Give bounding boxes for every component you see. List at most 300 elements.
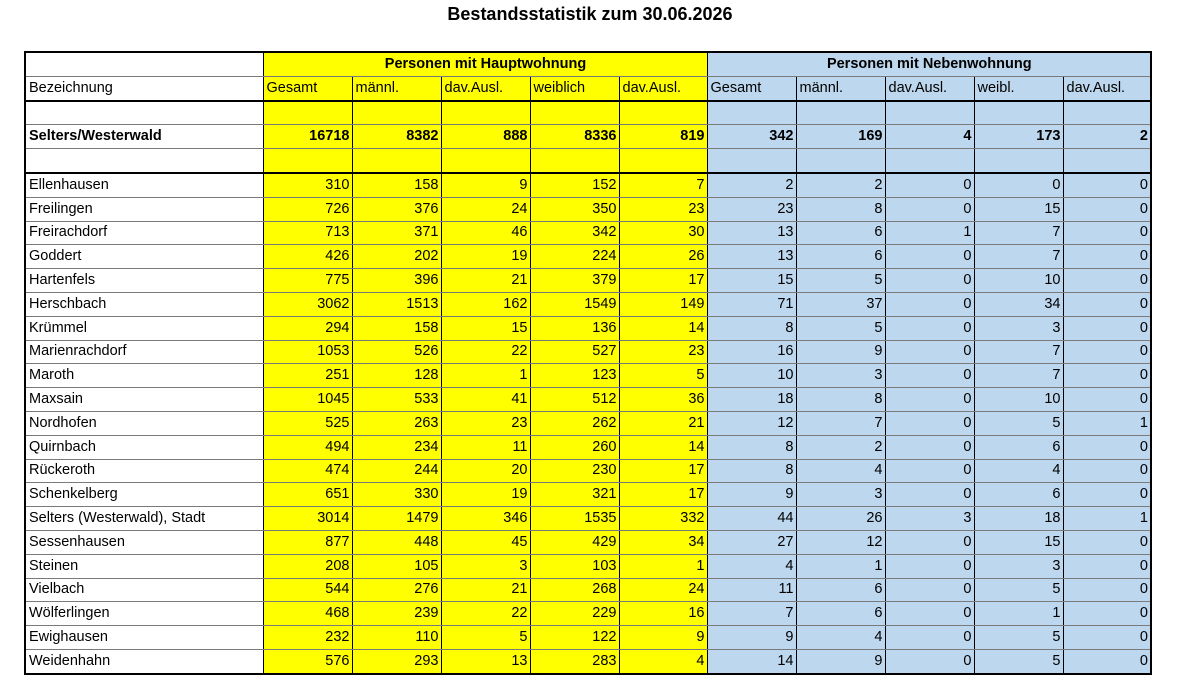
cell-value: 103 bbox=[530, 554, 619, 578]
cell-value: 0 bbox=[885, 459, 974, 483]
empty-cell bbox=[25, 101, 263, 125]
cell-value: 71 bbox=[707, 292, 796, 316]
cell-value: 1513 bbox=[352, 292, 441, 316]
table-row bbox=[25, 173, 1151, 197]
cell-value: 1 bbox=[1063, 507, 1151, 531]
cell-value: 0 bbox=[1063, 649, 1151, 673]
empty-cell bbox=[352, 149, 441, 173]
municipality-name: Freilingen bbox=[25, 197, 263, 221]
cell-value: 0 bbox=[974, 173, 1063, 197]
cell-value: 0 bbox=[885, 411, 974, 435]
municipality-name: Marienrachdorf bbox=[25, 340, 263, 364]
cell-value: 1045 bbox=[263, 388, 352, 412]
cell-value: 8 bbox=[796, 197, 885, 221]
cell-value: 4 bbox=[974, 459, 1063, 483]
cell-value: 19 bbox=[441, 245, 530, 269]
total-value: 16718 bbox=[263, 125, 352, 149]
cell-value: 0 bbox=[1063, 269, 1151, 293]
column-header: männl. bbox=[352, 76, 441, 100]
cell-value: 123 bbox=[530, 364, 619, 388]
cell-value: 26 bbox=[619, 245, 707, 269]
cell-value: 128 bbox=[352, 364, 441, 388]
table-row bbox=[25, 483, 1151, 507]
cell-value: 651 bbox=[263, 483, 352, 507]
spacer-row bbox=[25, 101, 1151, 125]
table-row bbox=[25, 197, 1151, 221]
total-row bbox=[25, 125, 1151, 149]
cell-value: 10 bbox=[974, 269, 1063, 293]
cell-value: 14 bbox=[707, 649, 796, 673]
table-row bbox=[25, 340, 1151, 364]
table-row bbox=[25, 269, 1151, 293]
empty-cell bbox=[619, 101, 707, 125]
cell-value: 1 bbox=[974, 602, 1063, 626]
column-header-row bbox=[25, 76, 1151, 100]
cell-value: 8 bbox=[796, 388, 885, 412]
empty-cell bbox=[263, 149, 352, 173]
cell-value: 0 bbox=[1063, 340, 1151, 364]
cell-value: 7 bbox=[974, 364, 1063, 388]
cell-value: 44 bbox=[707, 507, 796, 531]
cell-value: 3 bbox=[974, 316, 1063, 340]
cell-value: 426 bbox=[263, 245, 352, 269]
cell-value: 5 bbox=[974, 411, 1063, 435]
total-value: 8382 bbox=[352, 125, 441, 149]
cell-value: 5 bbox=[974, 578, 1063, 602]
cell-value: 0 bbox=[1063, 578, 1151, 602]
cell-value: 0 bbox=[1063, 530, 1151, 554]
cell-value: 244 bbox=[352, 459, 441, 483]
cell-value: 3 bbox=[796, 364, 885, 388]
cell-value: 9 bbox=[707, 483, 796, 507]
empty-cell bbox=[441, 149, 530, 173]
cell-value: 6 bbox=[974, 483, 1063, 507]
cell-value: 494 bbox=[263, 435, 352, 459]
cell-value: 12 bbox=[707, 411, 796, 435]
cell-value: 36 bbox=[619, 388, 707, 412]
cell-value: 0 bbox=[1063, 173, 1151, 197]
page-title: Bestandsstatistik zum 30.06.2026 bbox=[447, 4, 733, 24]
cell-value: 283 bbox=[530, 649, 619, 673]
table-row bbox=[25, 364, 1151, 388]
empty-cell bbox=[974, 101, 1063, 125]
total-name: Selters/Westerwald bbox=[25, 125, 263, 149]
cell-value: 23 bbox=[441, 411, 530, 435]
cell-value: 251 bbox=[263, 364, 352, 388]
cell-value: 21 bbox=[619, 411, 707, 435]
cell-value: 6 bbox=[796, 245, 885, 269]
cell-value: 6 bbox=[796, 221, 885, 245]
empty-cell bbox=[885, 101, 974, 125]
cell-value: 0 bbox=[885, 602, 974, 626]
table-row bbox=[25, 245, 1151, 269]
cell-value: 0 bbox=[885, 649, 974, 673]
cell-value: 379 bbox=[530, 269, 619, 293]
cell-value: 0 bbox=[885, 316, 974, 340]
cell-value: 0 bbox=[885, 626, 974, 650]
cell-value: 0 bbox=[1063, 292, 1151, 316]
cell-value: 0 bbox=[1063, 388, 1151, 412]
municipality-name: Selters (Westerwald), Stadt bbox=[25, 507, 263, 531]
cell-value: 17 bbox=[619, 269, 707, 293]
municipality-name: Hartenfels bbox=[25, 269, 263, 293]
cell-value: 310 bbox=[263, 173, 352, 197]
municipality-name: Vielbach bbox=[25, 578, 263, 602]
cell-value: 1 bbox=[885, 221, 974, 245]
cell-value: 533 bbox=[352, 388, 441, 412]
table-row bbox=[25, 626, 1151, 650]
municipality-name: Weidenhahn bbox=[25, 649, 263, 673]
cell-value: 0 bbox=[885, 483, 974, 507]
cell-value: 350 bbox=[530, 197, 619, 221]
cell-value: 14 bbox=[619, 435, 707, 459]
cell-value: 18 bbox=[707, 388, 796, 412]
cell-value: 474 bbox=[263, 459, 352, 483]
cell-value: 0 bbox=[1063, 459, 1151, 483]
total-value: 173 bbox=[974, 125, 1063, 149]
table-row bbox=[25, 459, 1151, 483]
cell-value: 10 bbox=[707, 364, 796, 388]
cell-value: 1535 bbox=[530, 507, 619, 531]
column-header: dav.Ausl. bbox=[885, 76, 974, 100]
cell-value: 22 bbox=[441, 340, 530, 364]
cell-value: 208 bbox=[263, 554, 352, 578]
municipality-name: Freirachdorf bbox=[25, 221, 263, 245]
empty-cell bbox=[25, 149, 263, 173]
cell-value: 0 bbox=[885, 292, 974, 316]
cell-value: 22 bbox=[441, 602, 530, 626]
table-row bbox=[25, 292, 1151, 316]
column-header: dav.Ausl. bbox=[441, 76, 530, 100]
cell-value: 13 bbox=[707, 245, 796, 269]
cell-value: 1549 bbox=[530, 292, 619, 316]
cell-value: 15 bbox=[707, 269, 796, 293]
cell-value: 0 bbox=[885, 530, 974, 554]
cell-value: 0 bbox=[1063, 554, 1151, 578]
cell-value: 1053 bbox=[263, 340, 352, 364]
cell-value: 15 bbox=[974, 197, 1063, 221]
cell-value: 7 bbox=[796, 411, 885, 435]
cell-value: 162 bbox=[441, 292, 530, 316]
cell-value: 30 bbox=[619, 221, 707, 245]
empty-cell bbox=[796, 101, 885, 125]
empty-cell bbox=[885, 149, 974, 173]
column-header: Gesamt bbox=[263, 76, 352, 100]
empty-cell bbox=[1063, 101, 1151, 125]
cell-value: 6 bbox=[796, 578, 885, 602]
group-header-haupt: Personen mit Hauptwohnung bbox=[263, 52, 707, 76]
cell-value: 268 bbox=[530, 578, 619, 602]
municipality-name: Rückeroth bbox=[25, 459, 263, 483]
cell-value: 0 bbox=[885, 435, 974, 459]
cell-value: 45 bbox=[441, 530, 530, 554]
cell-value: 149 bbox=[619, 292, 707, 316]
cell-value: 27 bbox=[707, 530, 796, 554]
total-value: 169 bbox=[796, 125, 885, 149]
cell-value: 11 bbox=[707, 578, 796, 602]
cell-value: 23 bbox=[619, 340, 707, 364]
cell-value: 293 bbox=[352, 649, 441, 673]
table-row bbox=[25, 602, 1151, 626]
total-value: 4 bbox=[885, 125, 974, 149]
municipality-name: Schenkelberg bbox=[25, 483, 263, 507]
total-value: 888 bbox=[441, 125, 530, 149]
cell-value: 1 bbox=[619, 554, 707, 578]
cell-value: 0 bbox=[1063, 602, 1151, 626]
cell-value: 1479 bbox=[352, 507, 441, 531]
cell-value: 23 bbox=[707, 197, 796, 221]
cell-value: 7 bbox=[974, 340, 1063, 364]
cell-value: 5 bbox=[974, 649, 1063, 673]
cell-value: 0 bbox=[1063, 626, 1151, 650]
cell-value: 346 bbox=[441, 507, 530, 531]
cell-value: 158 bbox=[352, 173, 441, 197]
cell-value: 2 bbox=[796, 173, 885, 197]
spacer-row bbox=[25, 149, 1151, 173]
cell-value: 17 bbox=[619, 459, 707, 483]
cell-value: 13 bbox=[441, 649, 530, 673]
cell-value: 9 bbox=[707, 626, 796, 650]
cell-value: 0 bbox=[1063, 197, 1151, 221]
empty-cell bbox=[25, 52, 263, 76]
cell-value: 0 bbox=[1063, 221, 1151, 245]
cell-value: 0 bbox=[885, 173, 974, 197]
total-value: 8336 bbox=[530, 125, 619, 149]
cell-value: 713 bbox=[263, 221, 352, 245]
cell-value: 294 bbox=[263, 316, 352, 340]
cell-value: 16 bbox=[619, 602, 707, 626]
cell-value: 13 bbox=[707, 221, 796, 245]
cell-value: 234 bbox=[352, 435, 441, 459]
municipality-name: Nordhofen bbox=[25, 411, 263, 435]
cell-value: 9 bbox=[796, 340, 885, 364]
cell-value: 8 bbox=[707, 459, 796, 483]
municipality-name: Ewighausen bbox=[25, 626, 263, 650]
cell-value: 0 bbox=[885, 340, 974, 364]
municipality-name: Ellenhausen bbox=[25, 173, 263, 197]
cell-value: 468 bbox=[263, 602, 352, 626]
empty-cell bbox=[1063, 149, 1151, 173]
cell-value: 11 bbox=[441, 435, 530, 459]
empty-cell bbox=[263, 101, 352, 125]
total-value: 342 bbox=[707, 125, 796, 149]
cell-value: 34 bbox=[619, 530, 707, 554]
cell-value: 8 bbox=[707, 316, 796, 340]
cell-value: 0 bbox=[885, 554, 974, 578]
table-row bbox=[25, 649, 1151, 673]
municipality-name: Maxsain bbox=[25, 388, 263, 412]
municipality-name: Goddert bbox=[25, 245, 263, 269]
cell-value: 0 bbox=[1063, 364, 1151, 388]
cell-value: 16 bbox=[707, 340, 796, 364]
cell-value: 0 bbox=[1063, 316, 1151, 340]
cell-value: 6 bbox=[974, 435, 1063, 459]
table-row bbox=[25, 388, 1151, 412]
cell-value: 14 bbox=[619, 316, 707, 340]
empty-cell bbox=[619, 149, 707, 173]
cell-value: 4 bbox=[796, 626, 885, 650]
cell-value: 0 bbox=[1063, 483, 1151, 507]
cell-value: 448 bbox=[352, 530, 441, 554]
cell-value: 41 bbox=[441, 388, 530, 412]
column-header: Gesamt bbox=[707, 76, 796, 100]
cell-value: 3 bbox=[796, 483, 885, 507]
cell-value: 239 bbox=[352, 602, 441, 626]
cell-value: 525 bbox=[263, 411, 352, 435]
cell-value: 262 bbox=[530, 411, 619, 435]
cell-value: 260 bbox=[530, 435, 619, 459]
cell-value: 3 bbox=[441, 554, 530, 578]
empty-cell bbox=[796, 149, 885, 173]
group-header-row bbox=[25, 52, 1151, 76]
cell-value: 10 bbox=[974, 388, 1063, 412]
cell-value: 332 bbox=[619, 507, 707, 531]
cell-value: 12 bbox=[796, 530, 885, 554]
column-header: männl. bbox=[796, 76, 885, 100]
cell-value: 46 bbox=[441, 221, 530, 245]
cell-value: 18 bbox=[974, 507, 1063, 531]
cell-value: 7 bbox=[974, 245, 1063, 269]
cell-value: 7 bbox=[619, 173, 707, 197]
municipality-name: Wölferlingen bbox=[25, 602, 263, 626]
cell-value: 202 bbox=[352, 245, 441, 269]
cell-value: 321 bbox=[530, 483, 619, 507]
cell-value: 342 bbox=[530, 221, 619, 245]
cell-value: 6 bbox=[796, 602, 885, 626]
cell-value: 232 bbox=[263, 626, 352, 650]
cell-value: 1 bbox=[1063, 411, 1151, 435]
cell-value: 263 bbox=[352, 411, 441, 435]
cell-value: 9 bbox=[796, 649, 885, 673]
cell-value: 23 bbox=[619, 197, 707, 221]
column-header: weibl. bbox=[974, 76, 1063, 100]
cell-value: 19 bbox=[441, 483, 530, 507]
cell-value: 1 bbox=[796, 554, 885, 578]
cell-value: 2 bbox=[707, 173, 796, 197]
total-value: 2 bbox=[1063, 125, 1151, 149]
cell-value: 1 bbox=[441, 364, 530, 388]
empty-cell bbox=[974, 149, 1063, 173]
column-header: weiblich bbox=[530, 76, 619, 100]
municipality-name: Quirnbach bbox=[25, 435, 263, 459]
cell-value: 371 bbox=[352, 221, 441, 245]
total-value: 819 bbox=[619, 125, 707, 149]
table-row bbox=[25, 316, 1151, 340]
cell-value: 3014 bbox=[263, 507, 352, 531]
cell-value: 429 bbox=[530, 530, 619, 554]
table-row bbox=[25, 578, 1151, 602]
cell-value: 877 bbox=[263, 530, 352, 554]
cell-value: 20 bbox=[441, 459, 530, 483]
cell-value: 7 bbox=[707, 602, 796, 626]
cell-value: 5 bbox=[441, 626, 530, 650]
cell-value: 24 bbox=[441, 197, 530, 221]
empty-cell bbox=[530, 149, 619, 173]
statistics-table bbox=[24, 51, 1152, 675]
cell-value: 512 bbox=[530, 388, 619, 412]
municipality-name: Herschbach bbox=[25, 292, 263, 316]
cell-value: 15 bbox=[974, 530, 1063, 554]
cell-value: 3 bbox=[974, 554, 1063, 578]
group-header-neben: Personen mit Nebenwohnung bbox=[707, 52, 1151, 76]
cell-value: 0 bbox=[885, 364, 974, 388]
cell-value: 775 bbox=[263, 269, 352, 293]
cell-value: 330 bbox=[352, 483, 441, 507]
cell-value: 3 bbox=[885, 507, 974, 531]
table-row bbox=[25, 530, 1151, 554]
municipality-name: Krümmel bbox=[25, 316, 263, 340]
cell-value: 0 bbox=[885, 388, 974, 412]
cell-value: 110 bbox=[352, 626, 441, 650]
cell-value: 5 bbox=[974, 626, 1063, 650]
cell-value: 9 bbox=[619, 626, 707, 650]
cell-value: 24 bbox=[619, 578, 707, 602]
column-header: dav.Ausl. bbox=[619, 76, 707, 100]
cell-value: 4 bbox=[796, 459, 885, 483]
cell-value: 376 bbox=[352, 197, 441, 221]
cell-value: 396 bbox=[352, 269, 441, 293]
cell-value: 276 bbox=[352, 578, 441, 602]
cell-value: 4 bbox=[707, 554, 796, 578]
column-header: dav.Ausl. bbox=[1063, 76, 1151, 100]
cell-value: 21 bbox=[441, 578, 530, 602]
cell-value: 544 bbox=[263, 578, 352, 602]
cell-value: 122 bbox=[530, 626, 619, 650]
empty-cell bbox=[707, 101, 796, 125]
table-row bbox=[25, 411, 1151, 435]
cell-value: 5 bbox=[619, 364, 707, 388]
cell-value: 4 bbox=[619, 649, 707, 673]
column-header-name: Bezeichnung bbox=[25, 76, 263, 100]
table-row bbox=[25, 435, 1151, 459]
empty-cell bbox=[530, 101, 619, 125]
empty-cell bbox=[352, 101, 441, 125]
cell-value: 0 bbox=[885, 269, 974, 293]
cell-value: 224 bbox=[530, 245, 619, 269]
cell-value: 105 bbox=[352, 554, 441, 578]
cell-value: 0 bbox=[1063, 245, 1151, 269]
cell-value: 726 bbox=[263, 197, 352, 221]
cell-value: 0 bbox=[885, 578, 974, 602]
cell-value: 0 bbox=[885, 245, 974, 269]
table-row bbox=[25, 221, 1151, 245]
table-row bbox=[25, 507, 1151, 531]
cell-value: 152 bbox=[530, 173, 619, 197]
cell-value: 21 bbox=[441, 269, 530, 293]
cell-value: 7 bbox=[974, 221, 1063, 245]
cell-value: 229 bbox=[530, 602, 619, 626]
municipality-name: Steinen bbox=[25, 554, 263, 578]
cell-value: 15 bbox=[441, 316, 530, 340]
cell-value: 37 bbox=[796, 292, 885, 316]
empty-cell bbox=[441, 101, 530, 125]
table-row bbox=[25, 554, 1151, 578]
cell-value: 3062 bbox=[263, 292, 352, 316]
cell-value: 576 bbox=[263, 649, 352, 673]
cell-value: 8 bbox=[707, 435, 796, 459]
cell-value: 136 bbox=[530, 316, 619, 340]
cell-value: 5 bbox=[796, 316, 885, 340]
cell-value: 526 bbox=[352, 340, 441, 364]
cell-value: 0 bbox=[1063, 435, 1151, 459]
cell-value: 5 bbox=[796, 269, 885, 293]
cell-value: 26 bbox=[796, 507, 885, 531]
empty-cell bbox=[707, 149, 796, 173]
cell-value: 9 bbox=[441, 173, 530, 197]
municipality-name: Maroth bbox=[25, 364, 263, 388]
cell-value: 230 bbox=[530, 459, 619, 483]
cell-value: 158 bbox=[352, 316, 441, 340]
